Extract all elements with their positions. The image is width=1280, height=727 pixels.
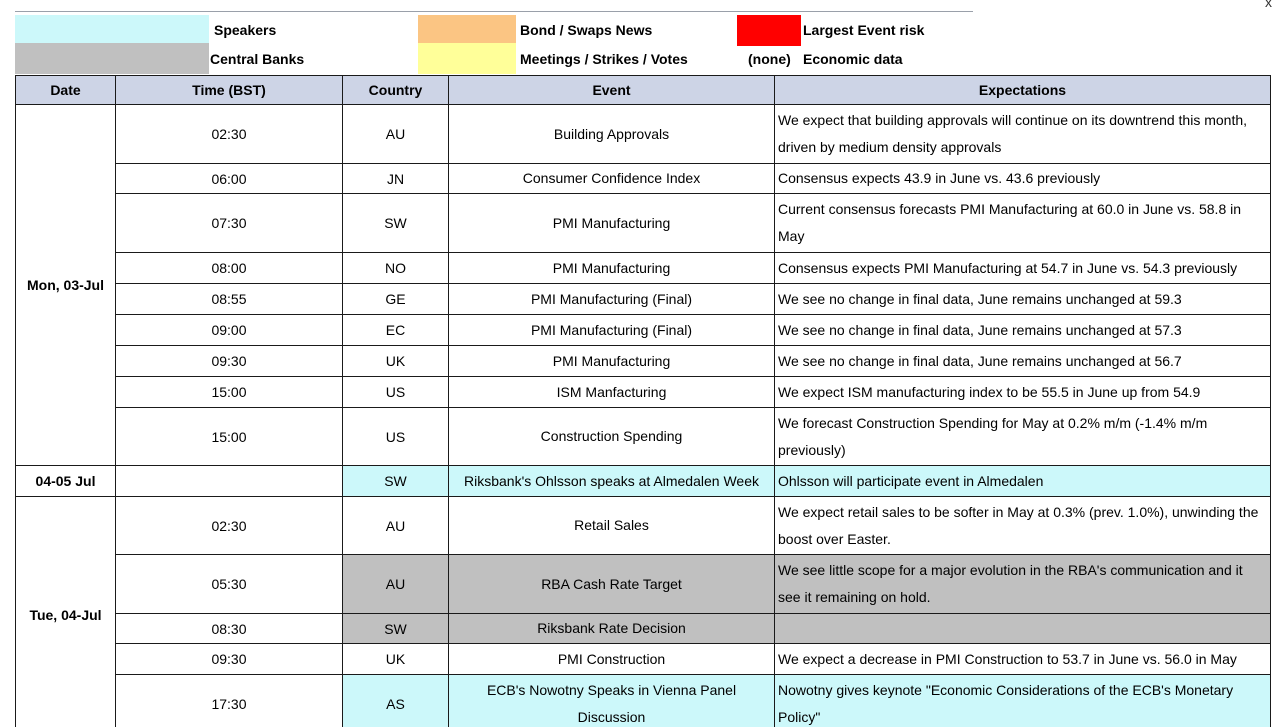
event-cell: PMI Manufacturing (Final) xyxy=(449,315,775,346)
event-cell: Construction Spending xyxy=(449,408,775,466)
close-icon[interactable]: x xyxy=(1265,0,1272,10)
expectation-cell: Consensus expects 43.9 in June vs. 43.6 previously xyxy=(775,164,1271,194)
time-cell: 08:30 xyxy=(116,614,343,644)
header-event: Event xyxy=(449,76,775,105)
time-cell: 15:00 xyxy=(116,408,343,466)
country-cell: UK xyxy=(343,644,449,675)
legend-label-meetings: Meetings / Strikes / Votes xyxy=(520,51,688,67)
time-cell: 15:00 xyxy=(116,377,343,408)
country-cell: GE xyxy=(343,284,449,315)
table-row xyxy=(16,105,1271,164)
legend-swatch-central-banks xyxy=(15,43,209,74)
time-cell: 09:00 xyxy=(116,315,343,346)
event-cell: Consumer Confidence Index xyxy=(449,164,775,194)
time-cell: 07:30 xyxy=(116,194,343,253)
header-country: Country xyxy=(343,76,449,105)
expectation-cell: We see little scope for a major evolution in the RBA's communication and it see it remaining on hold. xyxy=(775,555,1271,614)
expectation-cell: We expect retail sales to be softer in May at 0.3% (prev. 1.0%), unwinding the boost over Easter. xyxy=(775,497,1271,555)
table-row xyxy=(16,253,1271,284)
legend-none-label: (none) xyxy=(748,51,791,67)
table-row xyxy=(16,164,1271,194)
legend-swatch-event-risk xyxy=(737,15,801,46)
expectation-cell: Ohlsson will participate event in Almedalen xyxy=(775,466,1271,497)
table-row xyxy=(16,377,1271,408)
expectation-cell: We forecast Construction Spending for May at 0.2% m/m (-1.4% m/m previously) xyxy=(775,408,1271,466)
table-row xyxy=(16,555,1271,614)
calendar-table xyxy=(15,75,1271,727)
country-cell: AU xyxy=(343,555,449,614)
legend-label-bond-swaps: Bond / Swaps News xyxy=(520,22,653,38)
date-cell: 04-05 Jul xyxy=(16,466,116,497)
time-cell: 02:30 xyxy=(116,497,343,555)
event-cell: ISM Manfacturing xyxy=(449,377,775,408)
expectation-cell: We see no change in final data, June remains unchanged at 59.3 xyxy=(775,284,1271,315)
time-cell: 09:30 xyxy=(116,644,343,675)
expectation-cell: We see no change in final data, June remains unchanged at 56.7 xyxy=(775,346,1271,377)
event-cell: Riksbank's Ohlsson speaks at Almedalen Week xyxy=(449,466,775,497)
country-cell: SW xyxy=(343,194,449,253)
legend-swatch-speakers xyxy=(15,15,209,46)
date-cell: Mon, 03-Jul xyxy=(16,105,116,466)
event-cell: RBA Cash Rate Target xyxy=(449,555,775,614)
legend-label-speakers: Speakers xyxy=(214,22,277,38)
table-row xyxy=(16,284,1271,315)
header-time: Time (BST) xyxy=(116,76,343,105)
country-cell: SW xyxy=(343,466,449,497)
date-cell: Tue, 04-Jul xyxy=(16,497,116,727)
legend-label-economic-data: Economic data xyxy=(803,51,903,67)
header-row xyxy=(16,76,1271,105)
event-cell: ECB's Nowotny Speaks in Vienna Panel Discussion xyxy=(449,675,775,727)
time-cell: 02:30 xyxy=(116,105,343,164)
expectation-cell: Current consensus forecasts PMI Manufacturing at 60.0 in June vs. 58.8 in May xyxy=(775,194,1271,253)
country-cell: NO xyxy=(343,253,449,284)
expectation-cell: We expect ISM manufacturing index to be 55.5 in June up from 54.9 xyxy=(775,377,1271,408)
country-cell: AU xyxy=(343,105,449,164)
legend xyxy=(0,0,1280,73)
time-cell: 06:00 xyxy=(116,164,343,194)
time-cell: 09:30 xyxy=(116,346,343,377)
expectation-cell xyxy=(775,614,1271,644)
legend-label-event-risk: Largest Event risk xyxy=(803,22,925,38)
event-cell: PMI Manufacturing xyxy=(449,253,775,284)
expectation-cell: We expect that building approvals will continue on its downtrend this month, driven by medium density approvals xyxy=(775,105,1271,164)
event-cell: PMI Manufacturing xyxy=(449,346,775,377)
time-cell: 05:30 xyxy=(116,555,343,614)
table-row xyxy=(16,194,1271,253)
country-cell: JN xyxy=(343,164,449,194)
event-cell: PMI Manufacturing (Final) xyxy=(449,284,775,315)
event-cell: Riksbank Rate Decision xyxy=(449,614,775,644)
country-cell: US xyxy=(343,377,449,408)
time-cell: 08:00 xyxy=(116,253,343,284)
legend-swatch-bond-swaps xyxy=(418,15,516,46)
table-row xyxy=(16,497,1271,555)
table-row xyxy=(16,346,1271,377)
country-cell: AU xyxy=(343,497,449,555)
legend-top-border xyxy=(15,11,973,12)
header-date: Date xyxy=(16,76,116,105)
table-row xyxy=(16,315,1271,346)
time-cell: 08:55 xyxy=(116,284,343,315)
expectation-cell: Nowotny gives keynote "Economic Considerations of the ECB's Monetary Policy" xyxy=(775,675,1271,727)
country-cell: AS xyxy=(343,675,449,727)
country-cell: SW xyxy=(343,614,449,644)
table-row xyxy=(16,466,1271,497)
table-row xyxy=(16,614,1271,644)
event-cell: Retail Sales xyxy=(449,497,775,555)
country-cell: US xyxy=(343,408,449,466)
time-cell: 17:30 xyxy=(116,675,343,727)
table-row xyxy=(16,675,1271,727)
time-cell xyxy=(116,466,343,497)
expectation-cell: We expect a decrease in PMI Construction to 53.7 in June vs. 56.0 in May xyxy=(775,644,1271,675)
legend-swatch-meetings xyxy=(418,43,516,74)
expectation-cell: Consensus expects PMI Manufacturing at 54.7 in June vs. 54.3 previously xyxy=(775,253,1271,284)
table-row xyxy=(16,408,1271,466)
country-cell: EC xyxy=(343,315,449,346)
expectation-cell: We see no change in final data, June remains unchanged at 57.3 xyxy=(775,315,1271,346)
legend-label-central-banks: Central Banks xyxy=(210,51,305,67)
header-expectations: Expectations xyxy=(775,76,1271,105)
table-row xyxy=(16,644,1271,675)
event-cell: PMI Manufacturing xyxy=(449,194,775,253)
event-cell: Building Approvals xyxy=(449,105,775,164)
country-cell: UK xyxy=(343,346,449,377)
event-cell: PMI Construction xyxy=(449,644,775,675)
